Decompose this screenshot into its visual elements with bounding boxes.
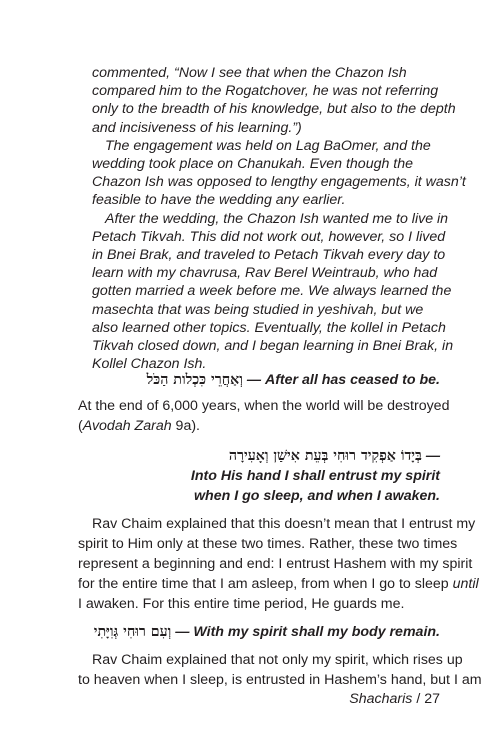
body-line: At the end of 6,000 years, when the world will be destroyed bbox=[78, 398, 450, 414]
hebrew-verse: בְּיָדוֹ אַפְקִיד רוּחִי בְּעֵת אִישַׁן וְאָעִירָה bbox=[228, 448, 422, 464]
em-dash: — bbox=[425, 448, 440, 464]
quote-line: and incisiveness of his learning.”) bbox=[92, 119, 302, 136]
quote-line: compared him to the Rogatchover, he was not referring bbox=[92, 83, 439, 100]
body-line: represent a beginning and end: I entrust Hashem with my spirit bbox=[78, 556, 473, 572]
body-line: Rav Chaim explained that this doesn’t mean that I entrust my bbox=[92, 516, 476, 532]
quote-line: commented, “Now I see that when the Chazon Ish bbox=[92, 65, 407, 81]
hebrew-verse: וְעִם רוּחִי גְּוִיָּתִי bbox=[93, 624, 172, 640]
body-line bbox=[78, 416, 200, 436]
quote-line: Chazon Ish was opposed to lengthy engagements, it wasn’t bbox=[92, 174, 466, 191]
verse-translation: — After all has ceased to be. bbox=[246, 372, 440, 388]
verse-heading bbox=[94, 622, 440, 642]
body-line: I awaken. For this entire time period, He guards me. bbox=[78, 596, 405, 612]
hebrew-verse: וְאַחֲרֵי כִּכְלות הַכֹּל bbox=[146, 372, 243, 388]
body-line: Rav Chaim explained that not only my spirit, which rises up bbox=[92, 652, 463, 668]
body-text: for the entire time that I am asleep, from when I go to sleep bbox=[78, 576, 453, 592]
section-title: Shacharis bbox=[349, 691, 413, 707]
quote-line: The engagement was held on Lag BaOmer, and the bbox=[105, 137, 431, 154]
quote-line: wedding took place on Chanukah. Even though the bbox=[92, 156, 414, 172]
source-citation: Avodah Zarah bbox=[82, 418, 172, 434]
verse-heading bbox=[147, 370, 440, 390]
quote-line: Petach Tikvah. This did not work out, however, so I lived bbox=[92, 228, 446, 245]
emphasis: until bbox=[452, 576, 479, 592]
page-number: 27 bbox=[424, 691, 440, 707]
quote-line: After the wedding, the Chazon Ish wanted me to live in bbox=[105, 210, 449, 227]
paren-open: ( bbox=[78, 418, 83, 434]
verse-heading bbox=[229, 446, 440, 466]
body-line: to heaven when I sleep, is entrusted in Hashem’s hand, but I am bbox=[78, 672, 482, 688]
quote-line: Tikvah closed down, and I began learning in Bnei Brak, in bbox=[92, 338, 454, 354]
verse-translation: — With my spirit shall my body remain. bbox=[175, 624, 440, 640]
citation-rest: 9a). bbox=[171, 418, 200, 434]
quote-line: also learned other topics. Eventually, the kollel in Petach bbox=[92, 319, 446, 336]
page-footer bbox=[349, 689, 440, 709]
verse-translation: Into His hand I shall entrust my spirit bbox=[190, 468, 440, 484]
quote-line: feasible to have the wedding any earlier. bbox=[92, 192, 346, 209]
verse-translation: when I go sleep, and when I awaken. bbox=[194, 488, 440, 504]
body-line: spirit to Him only at these two times. Rather, these two times bbox=[78, 536, 458, 552]
quote-line: in Bnei Brak, and traveled to Petach Tikvah every day to bbox=[92, 247, 446, 263]
body-line bbox=[78, 574, 479, 594]
quote-line: only to the breadth of his knowledge, but also to the depth bbox=[92, 101, 456, 118]
footer-separator: / bbox=[412, 691, 425, 707]
quote-line: gotten married a week before me. We always learned the bbox=[92, 283, 452, 300]
quote-line: learn with my chavrusa, Rav Berel Weintraub, who had bbox=[92, 265, 438, 282]
quote-line: Kollel Chazon Ish. bbox=[92, 356, 207, 373]
quote-line: masechta that was being studied in yeshivah, but we bbox=[92, 301, 424, 318]
